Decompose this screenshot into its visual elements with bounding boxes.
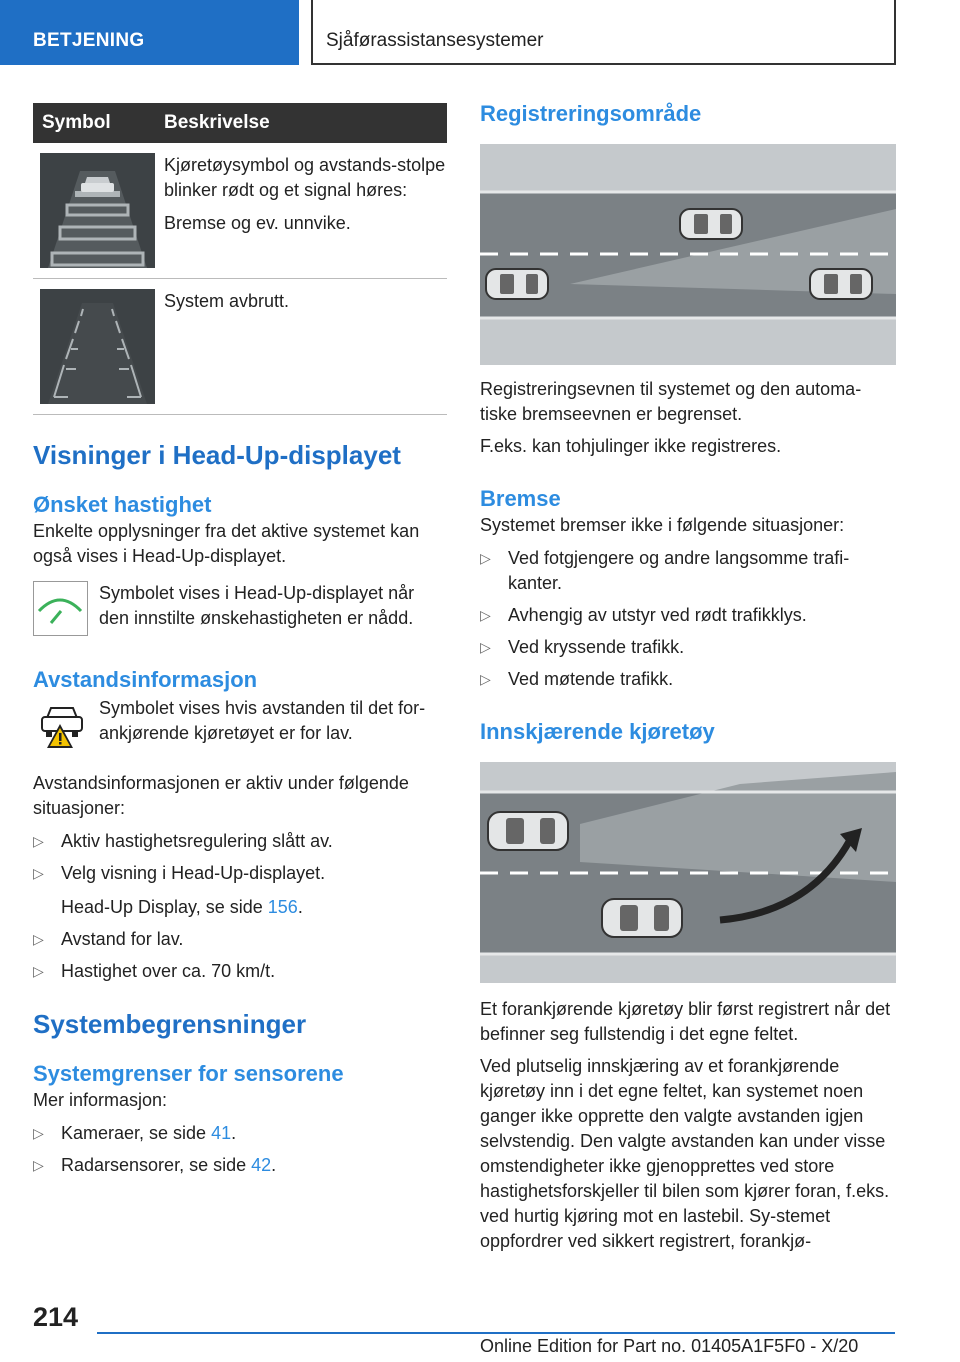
bullet-icon: ▷ bbox=[33, 833, 44, 849]
car-ahead bbox=[488, 812, 568, 850]
bullet-icon: ▷ bbox=[33, 865, 44, 881]
system-aborted-image bbox=[40, 289, 155, 404]
hud-reference: Head-Up Display, se side 156. bbox=[61, 897, 303, 917]
detection-area-illustration bbox=[480, 144, 896, 365]
list-item: ▷ Ved kryssende trafikk. bbox=[480, 635, 896, 660]
action-text: Bremse og ev. unnvike. bbox=[164, 213, 351, 233]
distance-info-list bbox=[33, 829, 447, 886]
page-link[interactable]: 42 bbox=[251, 1155, 272, 1175]
brake-intro: Systemet bremser ikke i følgende situasjoner: bbox=[480, 515, 845, 535]
warning-text: Kjøretøysymbol og avstands-stolpe blinker rødt og et signal høres: bbox=[164, 155, 446, 200]
aborted-text: System avbrutt. bbox=[164, 291, 290, 311]
chapter-tab bbox=[311, 0, 896, 65]
footer-divider bbox=[97, 1332, 895, 1334]
table-row bbox=[33, 279, 447, 415]
list-item: ▷ Hastighet over ca. 70 km/t. bbox=[33, 959, 447, 984]
symbol-table bbox=[33, 103, 447, 415]
car-cutting-in bbox=[602, 899, 682, 937]
cut-in-heading: Innskjærende kjøretøy bbox=[480, 719, 715, 744]
detection-heading: Registreringsområde bbox=[480, 101, 702, 126]
page-link[interactable]: 156 bbox=[267, 897, 298, 917]
list-item: ▷ Ved møtende trafikk. bbox=[480, 667, 896, 692]
car-left bbox=[486, 269, 548, 299]
bullet-icon: ▷ bbox=[33, 1157, 44, 1173]
page-link[interactable]: 41 bbox=[211, 1123, 232, 1143]
desired-speed-heading: Ønsket hastighet bbox=[33, 492, 212, 517]
car-right bbox=[810, 269, 872, 299]
list-item: ▷ Avstand for lav. bbox=[33, 927, 447, 952]
distance-warning-icon bbox=[33, 696, 88, 751]
detection-text-2: F.eks. kan tohjulinger ikke registreres. bbox=[480, 436, 782, 456]
distance-info-list-cont bbox=[33, 927, 447, 984]
hud-intro: Enkelte opplysninger fra det aktive systemet kan også vises i Head-Up-displayet. bbox=[33, 521, 420, 566]
col-symbol-header: Symbol bbox=[42, 112, 111, 133]
bullet-icon: ▷ bbox=[33, 931, 44, 947]
sensors-heading: Systemgrenser for sensorene bbox=[33, 1061, 344, 1086]
list-item: ▷ Velg visning i Head-Up-displayet. bbox=[33, 861, 447, 886]
list-item: ▷ Kameraer, se side 41. bbox=[33, 1121, 447, 1146]
col-description-header: Beskrivelse bbox=[164, 112, 270, 133]
list-item: ▷ Aktiv hastighetsregulering slått av. bbox=[33, 829, 447, 854]
page-number: 214 bbox=[33, 1302, 79, 1332]
cut-in-text-2: Ved plutselig innskjæring av et forankjørende kjøretøy inn i det egne feltet, kan systemet noen ganger ikke opprette den valgte avstanden igjen selvstendig. Den valgte avstanden kan under visse omstendigheter ikke gjenopprettes ved store hastighetsforskjeller til bilen som kjører foran, f.eks. ved hurtig kjøring mot en lastebil. Sy-stemet oppfordrer ved sikkert registrert, forankjø- bbox=[480, 1056, 890, 1251]
row-description bbox=[155, 153, 447, 268]
chapter-title: Sjåførassistansesystemer bbox=[326, 30, 544, 51]
distance-warning-text: Symbolet vises hvis avstanden til det for-ankjørende kjøretøyet er for lav. bbox=[99, 698, 426, 743]
more-info: Mer informasjon: bbox=[33, 1090, 168, 1110]
section-tab bbox=[0, 0, 299, 65]
table-row bbox=[33, 143, 447, 279]
desired-speed-note bbox=[33, 581, 447, 636]
hud-heading: Visninger i Head-Up-displayet bbox=[33, 440, 401, 470]
bullet-icon: ▷ bbox=[33, 1125, 44, 1141]
bullet-icon: ▷ bbox=[480, 550, 491, 566]
detection-text-1: Registreringsevnen til systemet og den automa-tiske bremseevnen er begrenset. bbox=[480, 379, 862, 424]
bullet-icon: ▷ bbox=[480, 607, 491, 623]
distance-info-intro: Avstandsinformasjonen er aktiv under følgende situasjoner: bbox=[33, 773, 409, 818]
bullet-icon: ▷ bbox=[480, 639, 491, 655]
table-header bbox=[33, 103, 447, 143]
sensor-list bbox=[33, 1121, 447, 1178]
bullet-icon: ▷ bbox=[33, 963, 44, 979]
vehicle-distance-warning-image bbox=[40, 153, 155, 268]
cut-in-illustration bbox=[480, 762, 896, 983]
bullet-icon: ▷ bbox=[480, 671, 491, 687]
car-front bbox=[680, 209, 742, 239]
limits-heading: Systembegrensninger bbox=[33, 1009, 307, 1039]
distance-info-heading: Avstandsinformasjon bbox=[33, 667, 258, 692]
brake-list bbox=[480, 546, 896, 692]
list-item: ▷ Avhengig av utstyr ved rødt trafikklys. bbox=[480, 603, 896, 628]
list-item: ▷ Radarsensorer, se side 42. bbox=[33, 1153, 447, 1178]
brake-heading: Bremse bbox=[480, 486, 561, 511]
edition-text: Online Edition for Part no. 01405A1F5F0 - X/20 bbox=[480, 1336, 859, 1356]
speed-reached-icon bbox=[33, 581, 88, 636]
distance-info-note bbox=[33, 696, 447, 751]
speed-reached-text: Symbolet vises i Head-Up-displayet når den innstilte ønskehastigheten er nådd. bbox=[99, 583, 415, 628]
list-item: ▷ Ved fotgjengere og andre langsomme trafi-kanter. bbox=[480, 548, 850, 593]
right-column bbox=[480, 100, 896, 1254]
section-title: BETJENING bbox=[33, 30, 145, 51]
cut-in-text-1: Et forankjørende kjøretøy blir først registrert når det befinner seg fullstendig i det egne feltet. bbox=[480, 999, 891, 1044]
left-column bbox=[33, 103, 447, 1178]
row-description bbox=[155, 289, 289, 404]
